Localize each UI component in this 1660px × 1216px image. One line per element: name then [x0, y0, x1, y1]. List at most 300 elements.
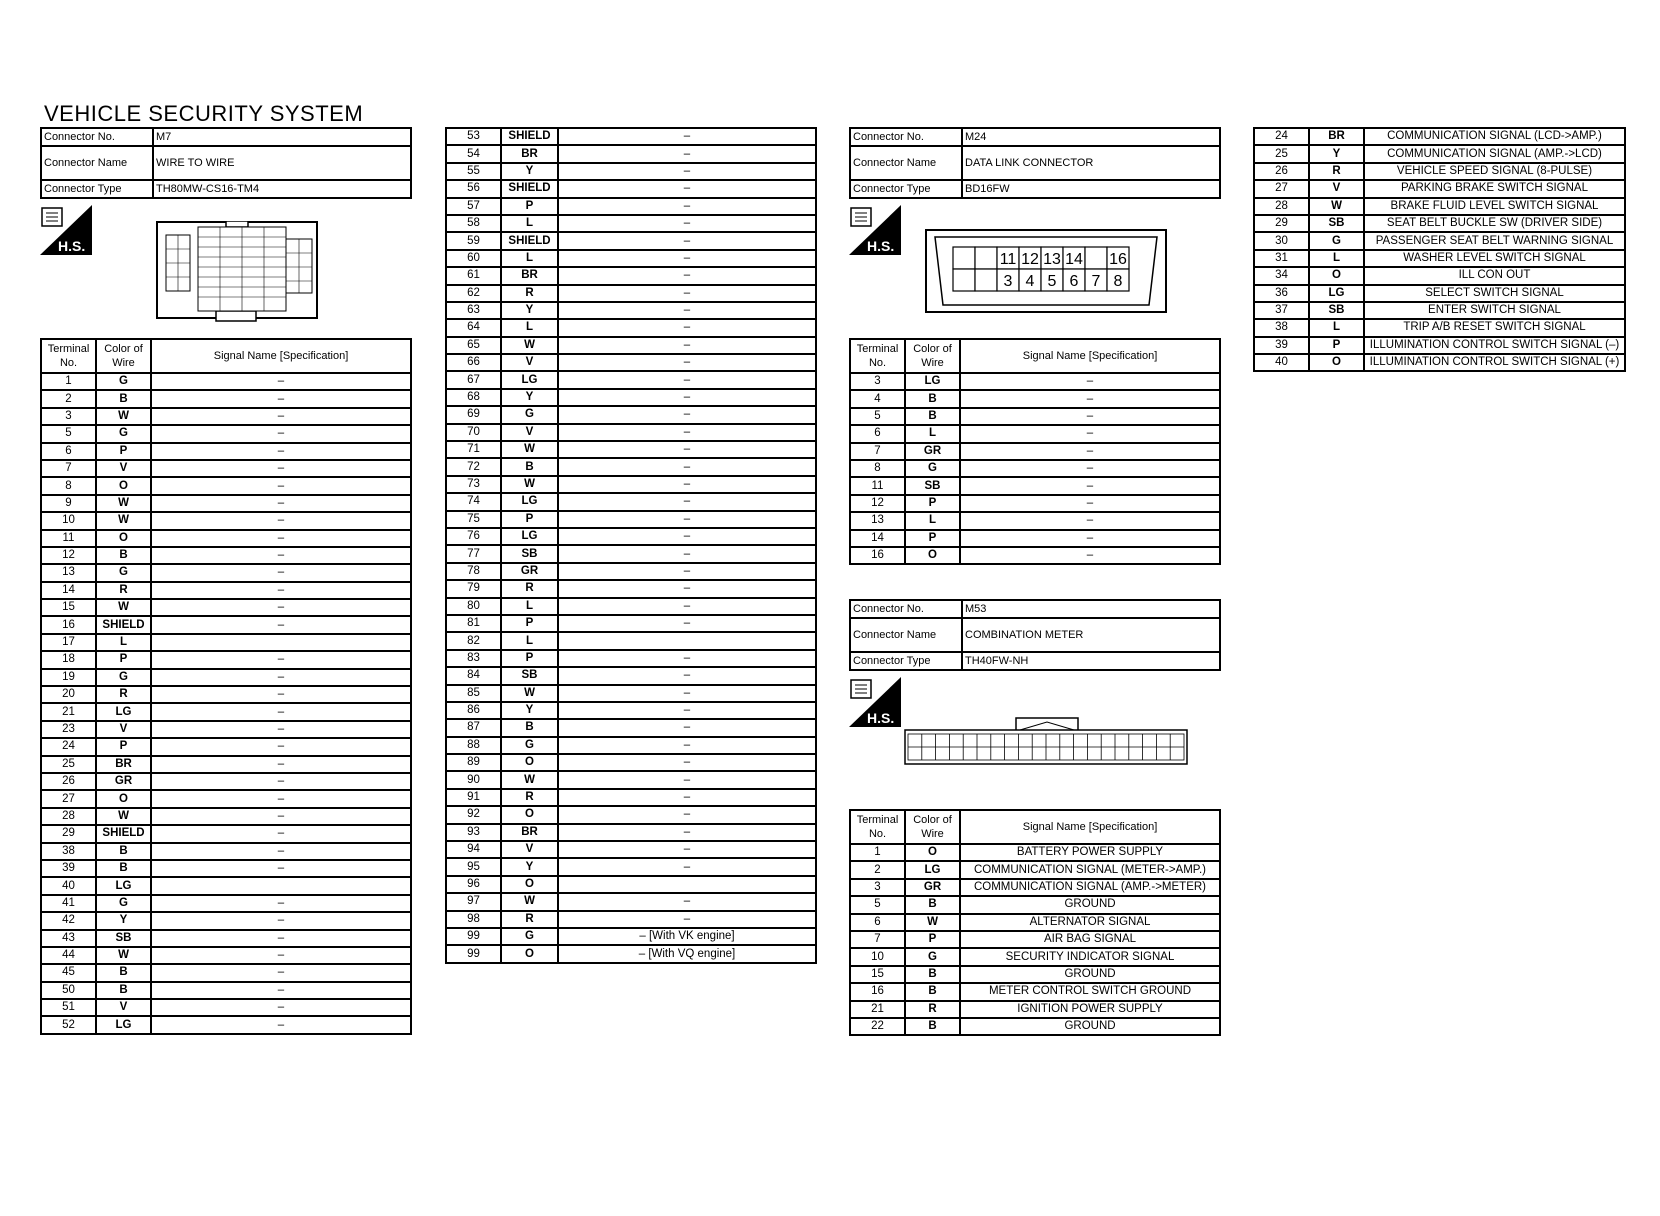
- wire-color: Y: [501, 389, 558, 406]
- terminal-no: 91: [446, 789, 501, 806]
- terminal-no: 39: [1254, 337, 1309, 354]
- wire-color: B: [96, 860, 151, 877]
- terminal-no: 5: [850, 408, 905, 425]
- terminal-no-header: Terminal No.: [850, 339, 905, 373]
- wire-color: B: [905, 966, 960, 983]
- m53-connector-name: COMBINATION METER: [962, 618, 1220, 652]
- wire-color: LG: [905, 861, 960, 878]
- signal-name: –: [151, 860, 411, 877]
- terminal-no: 1: [41, 373, 96, 390]
- signal-name: –: [151, 825, 411, 842]
- signal-name: –: [558, 424, 816, 441]
- table-row: [850, 1001, 1220, 1018]
- table-row: [850, 948, 1220, 965]
- wire-color: Y: [501, 302, 558, 319]
- terminal-no: 53: [446, 128, 501, 145]
- table-row: [446, 789, 816, 806]
- signal-name: METER CONTROL SWITCH GROUND: [960, 983, 1220, 1000]
- terminal-no: 8: [850, 460, 905, 477]
- signal-name: SEAT BELT BUCKLE SW (DRIVER SIDE): [1364, 215, 1625, 232]
- signal-name: –: [558, 389, 816, 406]
- signal-name: –: [558, 180, 816, 197]
- table-row: [446, 493, 816, 510]
- wire-color: B: [905, 896, 960, 913]
- table-row: [446, 806, 816, 823]
- wire-color: B: [96, 964, 151, 981]
- wire-color: W: [501, 893, 558, 910]
- wire-color: B: [905, 390, 960, 407]
- terminal-no: 27: [41, 790, 96, 807]
- wire-color: L: [96, 634, 151, 651]
- terminal-no: 20: [41, 686, 96, 703]
- terminal-no: 67: [446, 371, 501, 388]
- label-connector-type: Connector Type: [850, 652, 962, 670]
- wire-color: GR: [905, 879, 960, 896]
- signal-name: –: [558, 702, 816, 719]
- terminal-no: 59: [446, 232, 501, 249]
- signal-name: ALTERNATOR SIGNAL: [960, 914, 1220, 931]
- signal-name: –: [960, 390, 1220, 407]
- wire-color: SB: [96, 930, 151, 947]
- signal-name: –: [558, 354, 816, 371]
- terminal-no: 6: [41, 443, 96, 460]
- wire-color: O: [1309, 267, 1364, 284]
- table-row: [446, 824, 816, 841]
- wire-color: SHIELD: [501, 180, 558, 197]
- wire-color: P: [501, 650, 558, 667]
- wire-color: G: [501, 737, 558, 754]
- terminal-no: 56: [446, 180, 501, 197]
- terminal-no: 31: [1254, 250, 1309, 267]
- label-connector-no: Connector No.: [850, 128, 962, 146]
- table-row: [1254, 267, 1625, 284]
- terminal-no: 25: [1254, 145, 1309, 162]
- color-of-wire-header: Color of Wire: [96, 339, 151, 373]
- table-row: [41, 843, 411, 860]
- wire-color: R: [1309, 163, 1364, 180]
- signal-name: GROUND: [960, 966, 1220, 983]
- terminal-no: 78: [446, 563, 501, 580]
- signal-name: COMMUNICATION SIGNAL (AMP.->LCD): [1364, 145, 1625, 162]
- table-row: [1254, 302, 1625, 319]
- signal-name: –: [558, 232, 816, 249]
- signal-name: –: [558, 754, 816, 771]
- table-row: [446, 598, 816, 615]
- terminal-no: 13: [850, 512, 905, 529]
- terminal-no: 99: [446, 928, 501, 945]
- wire-color: W: [501, 441, 558, 458]
- m53-terminal-table: [849, 809, 1221, 1036]
- table-row: [446, 163, 816, 180]
- signal-name: –: [151, 425, 411, 442]
- terminal-no: 22: [850, 1018, 905, 1035]
- terminal-no: 72: [446, 458, 501, 475]
- table-row: [41, 477, 411, 494]
- signal-name: –: [558, 789, 816, 806]
- hs-label: H.S.: [867, 238, 895, 254]
- wire-color: W: [96, 495, 151, 512]
- signal-name: –: [558, 737, 816, 754]
- table-row: [446, 458, 816, 475]
- terminal-no: 50: [41, 982, 96, 999]
- wire-color: P: [96, 651, 151, 668]
- table-row: [1254, 145, 1625, 162]
- terminal-no: 40: [1254, 354, 1309, 371]
- wire-color: O: [96, 790, 151, 807]
- table-row: [41, 808, 411, 825]
- terminal-no: 14: [41, 582, 96, 599]
- table-row: [850, 896, 1220, 913]
- terminal-no: 98: [446, 911, 501, 928]
- m24-pin-label: 4: [1025, 273, 1035, 290]
- table-row: [446, 754, 816, 771]
- terminal-no: 81: [446, 615, 501, 632]
- signal-name: GROUND: [960, 896, 1220, 913]
- signal-name: –: [558, 528, 816, 545]
- table-row: [41, 616, 411, 633]
- table-row: [850, 373, 1220, 390]
- table-row: [850, 460, 1220, 477]
- wire-color: Y: [501, 702, 558, 719]
- table-row: [446, 511, 816, 528]
- table-row: [446, 441, 816, 458]
- wire-color: V: [501, 354, 558, 371]
- hs-label: H.S.: [58, 238, 86, 254]
- m7-connector-type: TH80MW-CS16-TM4: [153, 180, 411, 198]
- wire-color: G: [96, 669, 151, 686]
- signal-name: –: [960, 460, 1220, 477]
- table-row: [446, 667, 816, 684]
- terminal-no: 19: [41, 669, 96, 686]
- table-row: [41, 1016, 411, 1033]
- terminal-no: 62: [446, 285, 501, 302]
- terminal-no: 79: [446, 580, 501, 597]
- m24-pin-label: 3: [1003, 273, 1013, 290]
- signal-name: –: [558, 685, 816, 702]
- terminal-no: 27: [1254, 180, 1309, 197]
- table-row: [850, 390, 1220, 407]
- table-row: [1254, 354, 1625, 371]
- m24-pin-label: 16: [1109, 251, 1127, 268]
- table-row: [41, 599, 411, 616]
- wire-color: V: [501, 841, 558, 858]
- wire-color: W: [905, 914, 960, 931]
- table-row: [41, 530, 411, 547]
- wire-color: SB: [501, 545, 558, 562]
- terminal-no: 88: [446, 737, 501, 754]
- table-row: [446, 876, 816, 893]
- signal-name-header: Signal Name [Specification]: [960, 810, 1220, 844]
- signal-name: –: [558, 911, 816, 928]
- wire-color: L: [501, 598, 558, 615]
- signal-name: –: [151, 547, 411, 564]
- signal-name: –: [151, 599, 411, 616]
- wire-color: Y: [96, 912, 151, 929]
- wire-color: R: [905, 1001, 960, 1018]
- m7-connector-face-diagram: [156, 221, 320, 323]
- terminal-no: 71: [446, 441, 501, 458]
- m7-continued-terminal-table: [445, 127, 817, 964]
- table-row: [446, 267, 816, 284]
- hs-harness-side-icon: [849, 205, 901, 255]
- terminal-no: 2: [41, 390, 96, 407]
- terminal-no: 65: [446, 337, 501, 354]
- wire-color: SB: [501, 667, 558, 684]
- signal-name: –: [151, 582, 411, 599]
- table-row: [41, 547, 411, 564]
- m53-continued-terminal-table: [1253, 127, 1626, 372]
- table-row: [850, 425, 1220, 442]
- terminal-no: 3: [850, 879, 905, 896]
- wire-color: GR: [96, 773, 151, 790]
- table-row: [41, 408, 411, 425]
- wire-color: B: [501, 458, 558, 475]
- terminal-no: 57: [446, 198, 501, 215]
- terminal-no: 6: [850, 425, 905, 442]
- terminal-no: 64: [446, 319, 501, 336]
- terminal-no: 9: [41, 495, 96, 512]
- terminal-no: 52: [41, 1016, 96, 1033]
- wire-color: B: [905, 408, 960, 425]
- wire-color: O: [501, 754, 558, 771]
- wire-color: O: [905, 547, 960, 564]
- table-row: [446, 528, 816, 545]
- table-row: [41, 703, 411, 720]
- signal-name: –: [151, 756, 411, 773]
- terminal-no: 21: [850, 1001, 905, 1018]
- m53-connector-no: M53: [962, 600, 1220, 618]
- wire-color: LG: [501, 528, 558, 545]
- signal-name: ILLUMINATION CONTROL SWITCH SIGNAL (+): [1364, 354, 1625, 371]
- table-row: [41, 999, 411, 1016]
- table-row: [850, 477, 1220, 494]
- terminal-no: 99: [446, 945, 501, 962]
- terminal-no: 60: [446, 250, 501, 267]
- terminal-no: 43: [41, 930, 96, 947]
- m53-connector-type: TH40FW-NH: [962, 652, 1220, 670]
- terminal-no: 1: [850, 844, 905, 861]
- table-row: [41, 790, 411, 807]
- signal-name: IGNITION POWER SUPPLY: [960, 1001, 1220, 1018]
- wire-color: LG: [96, 703, 151, 720]
- m24-pin-label: 5: [1047, 273, 1057, 290]
- wire-color: SB: [1309, 302, 1364, 319]
- wire-color: W: [96, 947, 151, 964]
- table-row: [446, 215, 816, 232]
- wire-color: SB: [905, 477, 960, 494]
- signal-name: COMMUNICATION SIGNAL (AMP.->METER): [960, 879, 1220, 896]
- wire-color: LG: [1309, 285, 1364, 302]
- terminal-no: 6: [850, 914, 905, 931]
- wire-color: L: [1309, 250, 1364, 267]
- label-connector-name: Connector Name: [41, 146, 153, 180]
- table-row: [41, 895, 411, 912]
- terminal-no: 93: [446, 824, 501, 841]
- signal-name: – [With VK engine]: [558, 928, 816, 945]
- terminal-no: 4: [850, 390, 905, 407]
- m7-connector-no: M7: [153, 128, 411, 146]
- terminal-no: 2: [850, 861, 905, 878]
- terminal-no: 36: [1254, 285, 1309, 302]
- wire-color: R: [501, 580, 558, 597]
- wire-color: V: [96, 460, 151, 477]
- signal-name: –: [960, 547, 1220, 564]
- wire-color: Y: [501, 163, 558, 180]
- table-row: [1254, 163, 1625, 180]
- signal-name: –: [151, 808, 411, 825]
- table-row: [446, 424, 816, 441]
- signal-name: –: [151, 495, 411, 512]
- terminal-no: 68: [446, 389, 501, 406]
- table-row: [446, 128, 816, 145]
- table-row: [446, 180, 816, 197]
- signal-name: –: [558, 841, 816, 858]
- signal-name: WASHER LEVEL SWITCH SIGNAL: [1364, 250, 1625, 267]
- wire-color: W: [96, 512, 151, 529]
- label-connector-name: Connector Name: [850, 618, 962, 652]
- signal-name: –: [151, 895, 411, 912]
- signal-name: –: [558, 267, 816, 284]
- terminal-no: 63: [446, 302, 501, 319]
- signal-name: TRIP A/B RESET SWITCH SIGNAL: [1364, 319, 1625, 336]
- table-row: [446, 145, 816, 162]
- wire-color: LG: [96, 877, 151, 894]
- signal-name: –: [151, 930, 411, 947]
- wire-color: W: [96, 408, 151, 425]
- signal-name: –: [558, 771, 816, 788]
- signal-name: –: [151, 477, 411, 494]
- signal-name: –: [558, 145, 816, 162]
- m24-pin-label: 7: [1091, 273, 1101, 290]
- wire-color: W: [1309, 198, 1364, 215]
- signal-name: –: [151, 530, 411, 547]
- wire-color: G: [501, 406, 558, 423]
- label-connector-type: Connector Type: [41, 180, 153, 198]
- signal-name: –: [558, 580, 816, 597]
- signal-name: [558, 632, 816, 649]
- table-row: [41, 738, 411, 755]
- signal-name: COMMUNICATION SIGNAL (METER->AMP.): [960, 861, 1220, 878]
- terminal-no: 7: [850, 443, 905, 460]
- signal-name: –: [558, 371, 816, 388]
- table-row: [446, 337, 816, 354]
- wire-color: P: [501, 511, 558, 528]
- table-row: [850, 861, 1220, 878]
- signal-name: –: [558, 198, 816, 215]
- signal-name: –: [558, 458, 816, 475]
- table-row: [850, 844, 1220, 861]
- signal-name: –: [151, 982, 411, 999]
- signal-name: [558, 876, 816, 893]
- table-row: [850, 547, 1220, 564]
- table-row: [850, 983, 1220, 1000]
- wire-color: Y: [1309, 145, 1364, 162]
- terminal-no-header: Terminal No.: [850, 810, 905, 844]
- table-row: [1254, 232, 1625, 249]
- terminal-no: 90: [446, 771, 501, 788]
- m53-connector-face-diagram: [904, 716, 1190, 766]
- wire-color: O: [905, 844, 960, 861]
- signal-name: –: [151, 443, 411, 460]
- wire-color: P: [905, 530, 960, 547]
- wire-color: P: [905, 931, 960, 948]
- signal-name: –: [558, 319, 816, 336]
- table-row: [41, 425, 411, 442]
- terminal-no: 28: [1254, 198, 1309, 215]
- table-row: [41, 564, 411, 581]
- wire-color: GR: [905, 443, 960, 460]
- terminal-no: 51: [41, 999, 96, 1016]
- terminal-no: 86: [446, 702, 501, 719]
- terminal-no: 70: [446, 424, 501, 441]
- signal-name: –: [151, 408, 411, 425]
- wire-color: W: [501, 685, 558, 702]
- wire-color: L: [501, 215, 558, 232]
- terminal-no: 8: [41, 477, 96, 494]
- terminal-no: 24: [1254, 128, 1309, 145]
- wire-color: O: [501, 945, 558, 962]
- terminal-no: 75: [446, 511, 501, 528]
- terminal-no: 5: [41, 425, 96, 442]
- wire-color: R: [96, 582, 151, 599]
- wire-color: LG: [501, 493, 558, 510]
- terminal-no: 29: [1254, 215, 1309, 232]
- wire-color: B: [96, 982, 151, 999]
- wire-color: P: [96, 443, 151, 460]
- signal-name: –: [151, 616, 411, 633]
- signal-name: [151, 877, 411, 894]
- terminal-no: 37: [1254, 302, 1309, 319]
- table-row: [850, 443, 1220, 460]
- table-row: [446, 285, 816, 302]
- signal-name: –: [960, 477, 1220, 494]
- signal-name: –: [558, 302, 816, 319]
- wire-color: SHIELD: [96, 825, 151, 842]
- signal-name: –: [558, 128, 816, 145]
- terminal-no: 94: [446, 841, 501, 858]
- wire-color: V: [96, 721, 151, 738]
- wire-color: L: [501, 250, 558, 267]
- wire-color: P: [905, 495, 960, 512]
- terminal-no: 40: [41, 877, 96, 894]
- label-connector-name: Connector Name: [850, 146, 962, 180]
- table-row: [41, 460, 411, 477]
- wire-color: R: [96, 686, 151, 703]
- wire-color: W: [501, 771, 558, 788]
- terminal-no: 83: [446, 650, 501, 667]
- signal-name: –: [960, 512, 1220, 529]
- terminal-no: 34: [1254, 267, 1309, 284]
- wire-color: BR: [96, 756, 151, 773]
- signal-name: VEHICLE SPEED SIGNAL (8-PULSE): [1364, 163, 1625, 180]
- signal-name: –: [558, 667, 816, 684]
- table-row: [41, 964, 411, 981]
- table-row: [41, 982, 411, 999]
- terminal-no: 18: [41, 651, 96, 668]
- terminal-no: 14: [850, 530, 905, 547]
- wire-color: L: [905, 512, 960, 529]
- terminal-no: 12: [850, 495, 905, 512]
- table-row: [446, 615, 816, 632]
- terminal-no: 5: [850, 896, 905, 913]
- table-row: [1254, 319, 1625, 336]
- label-connector-type: Connector Type: [850, 180, 962, 198]
- wire-color: BR: [1309, 128, 1364, 145]
- wire-color: P: [501, 198, 558, 215]
- m24-pin-label: 8: [1113, 273, 1123, 290]
- table-row: [446, 302, 816, 319]
- signal-name: –: [960, 495, 1220, 512]
